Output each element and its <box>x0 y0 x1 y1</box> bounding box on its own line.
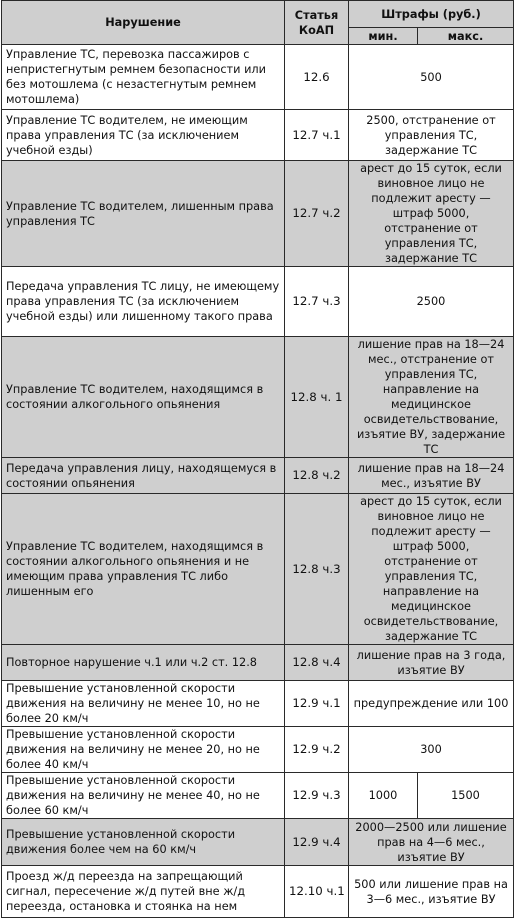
table-row <box>2 267 514 337</box>
table-row <box>2 45 514 110</box>
article-cell: 12.9 ч.1 <box>285 681 349 727</box>
violation-cell: Управление ТС водителем, находящимся в состоянии алкогольного опьянения и не имеющим права управления ТС либо лишенным его <box>2 494 285 645</box>
article-cell: 12.9 ч.3 <box>285 773 349 819</box>
violation-cell: Превышение установленной скорости движения на величину не менее 10, но не более 20 км/ч <box>2 681 285 727</box>
table-row <box>2 681 514 727</box>
fine-cell: 300 <box>349 727 514 773</box>
article-cell: 12.7 ч.2 <box>285 161 349 267</box>
article-cell: 12.8 ч.2 <box>285 458 349 494</box>
article-cell: 12.6 <box>285 45 349 110</box>
header-row <box>2 1 514 28</box>
fine-cell: 2500 <box>349 267 514 337</box>
article-cell: 12.8 ч.4 <box>285 645 349 681</box>
fine-cell: лишение прав на 18—24 мес., изъятие ВУ <box>349 458 514 494</box>
header-article-line1: Статья <box>294 8 339 22</box>
table-row <box>2 337 514 458</box>
violation-cell: Передача управления ТС лицу, не имеющему права управления ТС (за исключением учебной езды) или лишенному такого права <box>2 267 285 337</box>
header-article <box>285 1 349 45</box>
header-min: мин. <box>349 28 418 45</box>
violation-cell: Повторное нарушение ч.1 или ч.2 ст. 12.8 <box>2 645 285 681</box>
violation-cell: Превышение установленной скорости движения на величину не менее 20, но не более 40 км/ч <box>2 727 285 773</box>
article-cell: 12.9 ч.2 <box>285 727 349 773</box>
table-row <box>2 494 514 645</box>
fine-cell: арест до 15 суток, если виновное лицо не подлежит аресту — штраф 5000, отстранение от управления ТС, задержание ТС <box>349 161 514 267</box>
table-row <box>2 727 514 773</box>
header-fines: Штрафы (руб.) <box>349 1 514 28</box>
article-cell: 12.9 ч.4 <box>285 819 349 866</box>
fine-cell: 500 или лишение прав на 3—6 мес., изъятие ВУ <box>349 866 514 918</box>
fine-cell: лишение прав на 18—24 мес., отстранение от управления ТС, направление на медицинское освидетельствование, изъятие ВУ, задержание ТС <box>349 337 514 458</box>
fine-cell: предупреждение или 100 <box>349 681 514 727</box>
table-row <box>2 110 514 161</box>
table-row <box>2 458 514 494</box>
violation-cell: Управление ТС водителем, не имеющим права управления ТС (за исключением учебной езды) <box>2 110 285 161</box>
violation-cell: Превышение установленной скорости движения на величину не менее 40, но не более 60 км/ч <box>2 773 285 819</box>
fine-cell: 2000—2500 или лишение прав на 4—6 мес., изъятие ВУ <box>349 819 514 866</box>
fines-table <box>1 0 514 918</box>
article-cell: 12.8 ч. 1 <box>285 337 349 458</box>
article-cell: 12.10 ч.1 <box>285 866 349 918</box>
table-row <box>2 819 514 866</box>
table-row <box>2 773 514 819</box>
fine-cell: лишение прав на 3 года, изъятие ВУ <box>349 645 514 681</box>
header-article-line2: КоАП <box>298 23 335 37</box>
violation-cell: Передача управления лицу, находящемуся в состоянии опьянения <box>2 458 285 494</box>
violation-cell: Превышение установленной скорости движения более чем на 60 км/ч <box>2 819 285 866</box>
table-row <box>2 161 514 267</box>
fine-cell: 500 <box>349 45 514 110</box>
table-row <box>2 866 514 918</box>
fine-max-cell: 1500 <box>418 773 514 819</box>
fine-cell: арест до 15 суток, если виновное лицо не подлежит аресту — штраф 5000, отстранение от управления ТС, направление на медицинское освидетельствование, задержание ТС <box>349 494 514 645</box>
fine-min-cell: 1000 <box>349 773 418 819</box>
article-cell: 12.8 ч.3 <box>285 494 349 645</box>
violation-cell: Проезд ж/д переезда на запрещающий сигнал, пересечение ж/д путей вне ж/д переезда, остановка и стоянка на нем <box>2 866 285 918</box>
violation-cell: Управление ТС водителем, лишенным права управления ТС <box>2 161 285 267</box>
header-max: макс. <box>418 28 514 45</box>
article-cell: 12.7 ч.3 <box>285 267 349 337</box>
table-row <box>2 645 514 681</box>
article-cell: 12.7 ч.1 <box>285 110 349 161</box>
header-violation: Нарушение <box>2 1 285 45</box>
fine-cell: 2500, отстранение от управления ТС, задержание ТС <box>349 110 514 161</box>
violation-cell: Управление ТС водителем, находящимся в состоянии алкогольного опьянения <box>2 337 285 458</box>
violation-cell: Управление ТС, перевозка пассажиров с непристегнутым ремнем безопасности или без мотошлема (с незастегнутым ремнем мотошлема) <box>2 45 285 110</box>
